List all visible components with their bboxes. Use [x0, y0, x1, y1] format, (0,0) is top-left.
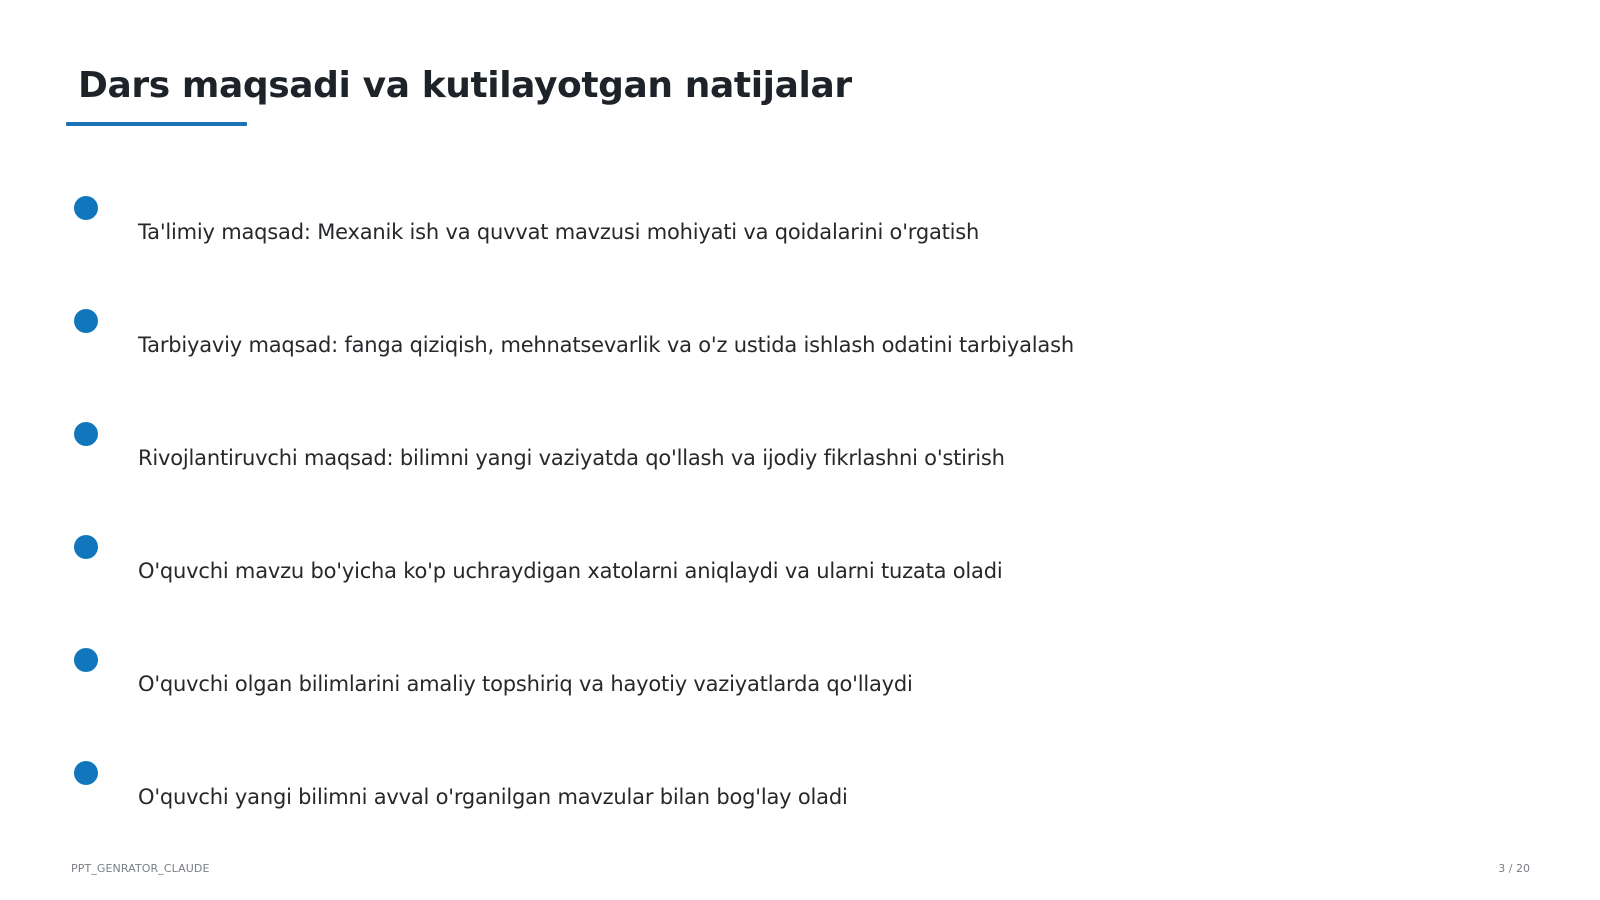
- bullet-text: O'quvchi yangi bilimni avval o'rganilgan mavzular bilan bog'lay oladi: [138, 785, 848, 809]
- page-number: 3 / 20: [1498, 862, 1530, 875]
- slide-title: Dars maqsadi va kutilayotgan natijalar: [78, 65, 852, 106]
- bullet-text: O'quvchi olgan bilimlarini amaliy topshiriq va hayotiy vaziyatlarda qo'llaydi: [138, 672, 913, 696]
- bullet-dot-icon: [74, 761, 98, 785]
- bullet-text: O'quvchi mavzu bo'yicha ko'p uchraydigan xatolarni aniqlaydi va ularni tuzata oladi: [138, 559, 1003, 583]
- bullet-item: [0, 196, 1600, 256]
- bullet-dot-icon: [74, 535, 98, 559]
- bullet-dot-icon: [74, 196, 98, 220]
- bullet-dot-icon: [74, 648, 98, 672]
- bullet-text: Tarbiyaviy maqsad: fanga qiziqish, mehnatsevarlik va o'z ustida ishlash odatini tarbiyalash: [138, 333, 1074, 357]
- bullet-item: [0, 309, 1600, 369]
- bullet-item: [0, 648, 1600, 708]
- footer-source: PPT_GENRATOR_CLAUDE: [71, 862, 210, 875]
- bullet-dot-icon: [74, 422, 98, 446]
- bullet-item: [0, 761, 1600, 821]
- bullet-item: [0, 422, 1600, 482]
- bullet-item: [0, 535, 1600, 595]
- bullet-text: Ta'limiy maqsad: Mexanik ish va quvvat mavzusi mohiyati va qoidalarini o'rgatish: [138, 220, 980, 244]
- bullet-text: Rivojlantiruvchi maqsad: bilimni yangi vaziyatda qo'llash va ijodiy fikrlashni o'stirish: [138, 446, 1005, 470]
- bullet-dot-icon: [74, 309, 98, 333]
